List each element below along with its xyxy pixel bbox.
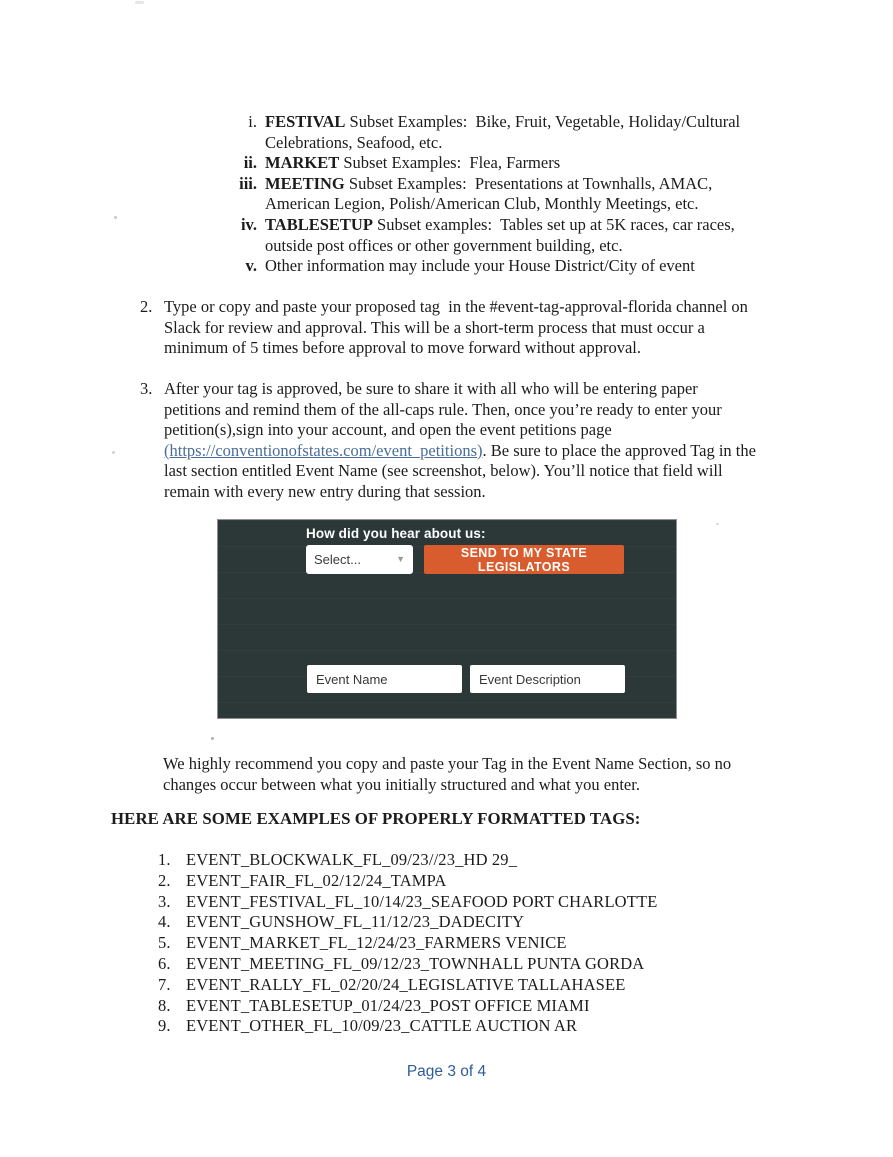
list-marker: 6.	[158, 953, 171, 973]
scan-speck	[112, 451, 115, 454]
scan-speck	[211, 737, 214, 740]
list-marker: 7.	[158, 974, 171, 994]
event-name-field: Event Name	[307, 665, 462, 693]
recommendation-paragraph	[163, 753, 731, 795]
list-item-text: Other information may include your House District/City of event	[265, 256, 695, 276]
tag-example	[158, 892, 657, 913]
list-marker: v.	[245, 256, 257, 276]
scan-speck	[716, 523, 719, 525]
tag-example	[158, 975, 657, 996]
tag-example	[158, 933, 657, 954]
chevron-down-icon: ▼	[396, 554, 405, 564]
tag-text: EVENT_TABLESETUP_01/24/23_POST OFFICE MIAMI	[186, 995, 590, 1015]
list-item-text: American Legion, Polish/American Club, Monthly Meetings, etc.	[265, 194, 699, 214]
list-marker: iv.	[240, 214, 257, 234]
list-item-text: TABLESETUP Subset examples: Tables set up at 5K races, car races,	[265, 214, 735, 234]
paragraph-line: changes occur between what you initially structured and what you enter.	[163, 775, 640, 794]
list-item	[223, 215, 823, 256]
paragraph-line: (https://conventionofstates.com/event_petitions). Be sure to place the approved Tag in the	[164, 440, 756, 460]
list-marker: 2.	[158, 870, 171, 890]
list-marker: 8.	[158, 995, 171, 1015]
event-description-field: Event Description	[470, 665, 625, 693]
hear-about-us-label: How did you hear about us:	[306, 526, 486, 541]
tag-example	[158, 912, 657, 933]
list-marker: 4.	[158, 912, 171, 932]
list-marker: 3.	[158, 891, 171, 911]
send-to-legislators-button: SEND TO MY STATE LEGISLATORS	[424, 545, 624, 574]
list-item-text: Celebrations, Seafood, etc.	[265, 132, 443, 152]
paragraph-line: Type or copy and paste your proposed tag in the #event-tag-approval-florida channel on	[164, 297, 748, 316]
paragraph-line: Slack for review and approval. This will be a short-term process that must occur a	[164, 317, 705, 337]
scan-speck	[114, 216, 117, 219]
list-marker: iii.	[239, 173, 257, 193]
tag-text: EVENT_GUNSHOW_FL_11/12/23_DADECITY	[186, 912, 525, 932]
list-item-text: FESTIVAL Subset Examples: Bike, Fruit, Vegetable, Holiday/Cultural	[265, 112, 741, 131]
subset-examples-list	[223, 112, 823, 277]
paragraph-line: After your tag is approved, be sure to share it with all who will be entering paper	[164, 379, 698, 398]
paragraph-line: We highly recommend you copy and paste your Tag in the Event Name Section, so no	[163, 754, 732, 773]
list-item	[223, 256, 823, 277]
event-petitions-link[interactable]: (https://conventionofstates.com/event_petitions)	[164, 440, 483, 460]
hear-about-us-select	[306, 545, 413, 574]
list-item-text: outside post offices or other government building, etc.	[265, 235, 623, 255]
tag-text: EVENT_RALLY_FL_02/20/24_LEGISLATIVE TALLAHASEE	[186, 974, 626, 994]
list-marker: 9.	[158, 1016, 171, 1036]
paragraph-line: last section entitled Event Name (see screenshot, below). You’ll notice that field will	[164, 461, 723, 481]
tag-example	[158, 850, 657, 871]
list-item-text: MEETING Subset Examples: Presentations at Townhalls, AMAC,	[265, 173, 713, 193]
instruction-step-3	[140, 379, 840, 503]
tag-examples-list	[158, 850, 657, 1037]
scan-speck	[135, 1, 144, 4]
tag-text: EVENT_BLOCKWALK_FL_09/23//23_HD 29_	[186, 850, 518, 869]
list-item	[223, 112, 823, 153]
tag-example	[158, 954, 657, 975]
list-marker: ii.	[243, 153, 257, 173]
paragraph-line: petitions and remind them of the all-caps rule. Then, once you’re ready to enter your	[164, 399, 722, 419]
tag-text: EVENT_MEETING_FL_09/12/23_TOWNHALL PUNTA GORDA	[186, 953, 645, 973]
tag-text: EVENT_FESTIVAL_FL_10/14/23_SEAFOOD PORT CHARLOTTE	[186, 891, 658, 911]
embedded-form-screenshot	[217, 519, 677, 719]
tag-text: EVENT_OTHER_FL_10/09/23_CATTLE AUCTION AR	[186, 1016, 578, 1036]
tag-text: EVENT_MARKET_FL_12/24/23_FARMERS VENICE	[186, 933, 567, 953]
page-number-footer: Page 3 of 4	[406, 1063, 487, 1080]
list-marker: 2.	[140, 297, 153, 316]
list-marker: 5.	[158, 933, 171, 953]
tag-example	[158, 1016, 657, 1037]
list-marker: 1.	[158, 850, 171, 869]
list-item-text: MARKET Subset Examples: Flea, Farmers	[265, 153, 561, 173]
examples-heading: HERE ARE SOME EXAMPLES OF PROPERLY FORMATTED TAGS:	[111, 809, 641, 828]
list-item	[223, 174, 823, 215]
instruction-step-2	[140, 297, 840, 359]
list-marker: 3.	[140, 379, 153, 398]
list-marker: i.	[248, 112, 257, 131]
tag-example	[158, 871, 657, 892]
paragraph-line: remain with every new entry during that session.	[164, 481, 486, 501]
tag-example	[158, 996, 657, 1017]
paragraph-line: petition(s),sign into your account, and open the event petitions page	[164, 420, 612, 440]
paragraph-line: minimum of 5 times before approval to move forward without approval.	[164, 338, 642, 358]
select-value: Select...	[314, 552, 361, 567]
tag-text: EVENT_FAIR_FL_02/12/24_TAMPA	[186, 870, 447, 890]
list-item	[223, 153, 823, 174]
